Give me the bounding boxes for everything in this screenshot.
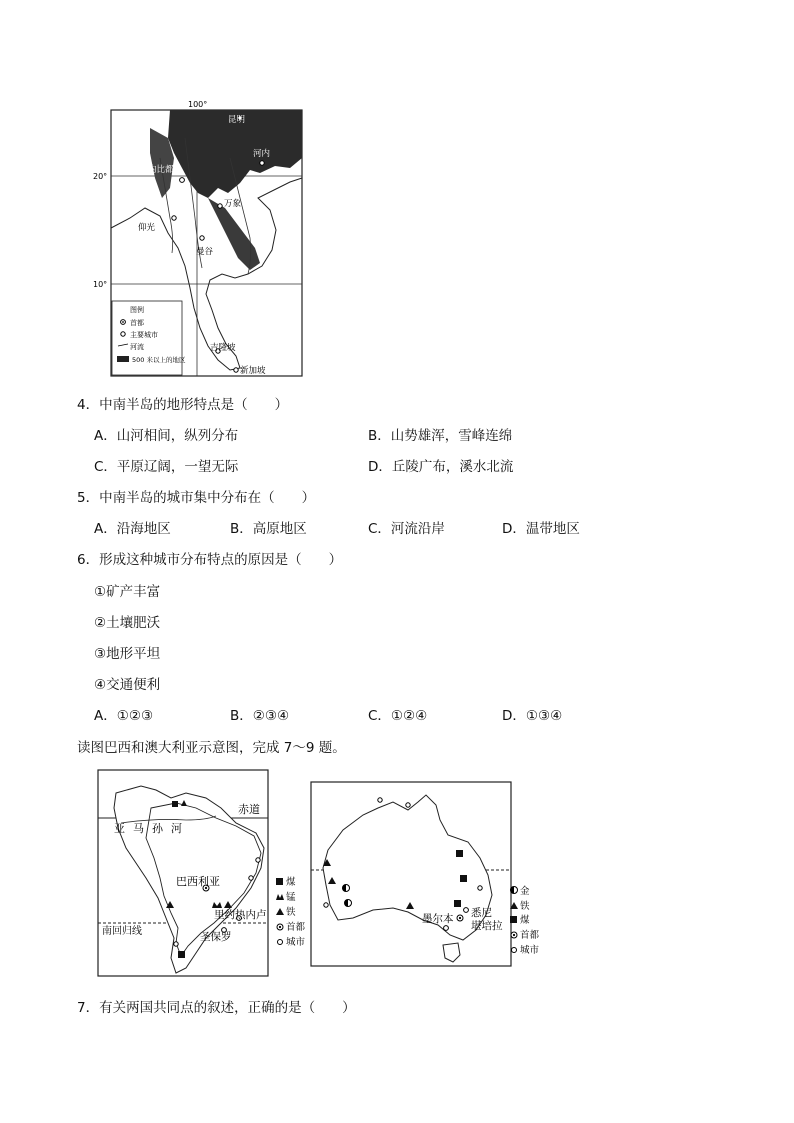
q5-stem: 5．中南半岛的城市集中分布在（ ） — [77, 490, 316, 506]
aus-legend-capital: 首都 — [520, 930, 540, 941]
legend-title: 图例 — [130, 306, 144, 314]
q4-option-c[interactable]: C．平原辽阔，一望无际 — [94, 459, 239, 475]
aus-legend-iron: 铁 — [520, 901, 530, 912]
brazil-equator-label: 赤道 — [238, 803, 260, 816]
q5-option-c[interactable]: C．河流沿岸 — [368, 521, 445, 537]
aus-legend-coal: 煤 — [520, 915, 530, 926]
q6-reason-3: ③地形平坦 — [94, 646, 161, 662]
q6-reason-4: ④交通便利 — [94, 677, 161, 693]
city-vientiane: 万象 — [224, 199, 242, 209]
q4-option-b[interactable]: B．山势雄浑，雪峰连绵 — [368, 428, 513, 444]
lat-label-20: 20° — [93, 172, 108, 181]
brazil-map — [96, 768, 306, 980]
brazil-legend-iron: 铁 — [286, 907, 296, 918]
q6-reason-2: ②土壤肥沃 — [94, 615, 161, 631]
q5-option-b[interactable]: B．高原地区 — [230, 521, 307, 537]
brazil-legend-coal: 煤 — [286, 877, 296, 888]
lat-label-10: 10° — [93, 280, 108, 289]
intro-text: 读图巴西和澳大利亚示意图，完成 7～9 题。 — [77, 740, 346, 756]
city-kualalumpur: 吉隆坡 — [210, 343, 236, 353]
brazil-legend-city: 城市 — [286, 937, 306, 948]
brazil-legend-manganese: 锰 — [286, 892, 296, 903]
aus-city-melbourne: 墨尔本 — [422, 913, 454, 925]
brazil-legend-capital: 首都 — [286, 922, 306, 933]
city-yangon: 仰光 — [138, 223, 156, 233]
australia-map — [308, 780, 548, 970]
aus-legend — [510, 885, 540, 956]
brazil-legend — [276, 876, 306, 948]
city-naypyidaw: 内比都 — [148, 165, 174, 175]
q4-option-a[interactable]: A．山河相间，纵列分布 — [94, 428, 239, 444]
q6-reason-1: ①矿产丰富 — [94, 584, 161, 600]
brazil-river-label: 亚马孙河 — [114, 822, 190, 835]
legend-city: 主要城市 — [130, 331, 158, 339]
legend-river: 河流 — [130, 343, 144, 351]
q6-option-d[interactable]: D．①③④ — [502, 708, 563, 724]
city-singapore: 新加坡 — [240, 366, 266, 376]
lon-label: 100° — [188, 100, 208, 109]
aus-legend-city: 城市 — [520, 945, 540, 956]
aus-capital: 堪培拉 — [471, 920, 503, 932]
q4-stem: 4．中南半岛的地形特点是（ ） — [77, 397, 289, 413]
map1-legend — [112, 301, 186, 375]
aus-city-sydney: 悉尼 — [471, 907, 492, 919]
q5-option-a[interactable]: A．沿海地区 — [94, 521, 171, 537]
q7-stem: 7．有关两国共同点的叙述，正确的是（ ） — [77, 1000, 356, 1016]
brazil-city-saopaulo: 圣保罗 — [200, 931, 232, 943]
q6-option-a[interactable]: A．①②③ — [94, 708, 154, 724]
legend-capital: 首都 — [130, 319, 144, 327]
legend-highland: 500 米以上的地区 — [132, 356, 186, 364]
brazil-tropic-label: 南回归线 — [102, 926, 142, 937]
q5-option-d[interactable]: D．温带地区 — [502, 521, 580, 537]
city-hanoi: 河内 — [253, 149, 271, 159]
indochina-map — [90, 98, 305, 380]
city-bangkok: 曼谷 — [196, 247, 214, 257]
q6-option-c[interactable]: C．①②④ — [368, 708, 428, 724]
aus-legend-gold: 金 — [520, 886, 530, 897]
q6-option-b[interactable]: B．②③④ — [230, 708, 290, 724]
brazil-city-rio: 里约热内卢 — [214, 909, 267, 921]
city-kunming: 昆明 — [228, 115, 246, 125]
brazil-capital: 巴西利亚 — [176, 875, 220, 888]
q4-option-d[interactable]: D．丘陵广布，溪水北流 — [368, 459, 514, 475]
q6-stem: 6．形成这种城市分布特点的原因是（ ） — [77, 552, 343, 568]
